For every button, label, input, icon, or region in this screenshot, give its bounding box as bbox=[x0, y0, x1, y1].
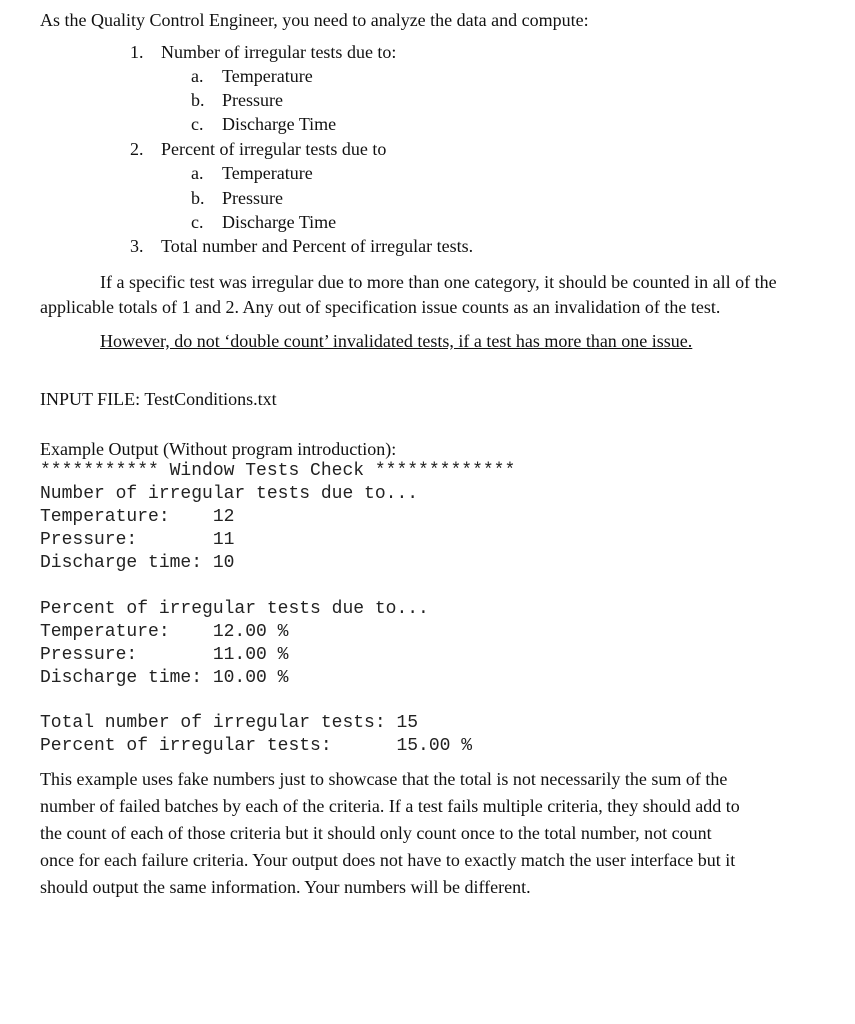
list-item-2b-text: Pressure bbox=[222, 188, 283, 208]
intro-text: As the Quality Control Engineer, you need to analyze the data and compute: bbox=[40, 10, 589, 30]
closing-line-2: number of failed batches by each of the criteria. If a test fails multiple criteria, they should add to bbox=[40, 796, 740, 816]
paragraph-line-2: applicable totals of 1 and 2. Any out of specification issue counts as an invalidation of the test. bbox=[40, 297, 721, 317]
list-item-2c-text: Discharge Time bbox=[222, 212, 337, 232]
list-item-1b-letter: b. bbox=[191, 90, 205, 110]
list-item-2b-letter: b. bbox=[191, 188, 205, 208]
console-banner: *********** Window Tests Check ************* bbox=[40, 461, 516, 481]
console-line: Discharge time: 10 bbox=[40, 553, 235, 573]
list-item-2c-letter: c. bbox=[191, 212, 204, 232]
console-line: Total number of irregular tests: 15 bbox=[40, 713, 419, 733]
list-item-2-number: 2. bbox=[130, 139, 144, 159]
list-item-1c-letter: c. bbox=[191, 114, 204, 134]
input-file-label: INPUT FILE: TestConditions.txt bbox=[40, 389, 277, 409]
console-line: Temperature: 12 bbox=[40, 507, 235, 527]
paragraph-line-1: If a specific test was irregular due to more than one category, it should be counted in all of the bbox=[100, 272, 777, 292]
console-line: Discharge time: 10.00 % bbox=[40, 668, 289, 688]
console-line: Pressure: 11.00 % bbox=[40, 645, 289, 665]
list-item-1c-text: Discharge Time bbox=[222, 114, 337, 134]
console-line: Percent of irregular tests due to... bbox=[40, 599, 429, 619]
list-item-3-text: Total number and Percent of irregular tests. bbox=[161, 236, 474, 256]
console-line: Pressure: 11 bbox=[40, 530, 235, 550]
closing-line-3: the count of each of those criteria but it should only count once to the total number, not count bbox=[40, 823, 712, 843]
list-item-1a-letter: a. bbox=[191, 66, 204, 86]
closing-line-5: should output the same information. Your numbers will be different. bbox=[40, 877, 531, 897]
list-item-1a-text: Temperature bbox=[222, 66, 313, 86]
example-output-heading: Example Output (Without program introduction): bbox=[40, 439, 397, 459]
closing-line-4: once for each failure criteria. Your output does not have to exactly match the user interface but it bbox=[40, 850, 736, 870]
list-item-1-number: 1. bbox=[130, 42, 144, 62]
list-item-1b-text: Pressure bbox=[222, 90, 283, 110]
list-item-2a-text: Temperature bbox=[222, 163, 313, 183]
console-line: Number of irregular tests due to... bbox=[40, 484, 419, 504]
list-item-2a-letter: a. bbox=[191, 163, 204, 183]
closing-line-1: This example uses fake numbers just to showcase that the total is not necessarily the sum of the bbox=[40, 769, 728, 789]
list-item-2-text: Percent of irregular tests due to bbox=[161, 139, 387, 159]
console-line: Percent of irregular tests: 15.00 % bbox=[40, 736, 473, 756]
double-count-warning: However, do not ‘double count’ invalidated tests, if a test has more than one issue. bbox=[100, 331, 693, 351]
list-item-1-text: Number of irregular tests due to: bbox=[161, 42, 397, 62]
list-item-3-number: 3. bbox=[130, 236, 144, 256]
console-line: Temperature: 12.00 % bbox=[40, 622, 289, 642]
